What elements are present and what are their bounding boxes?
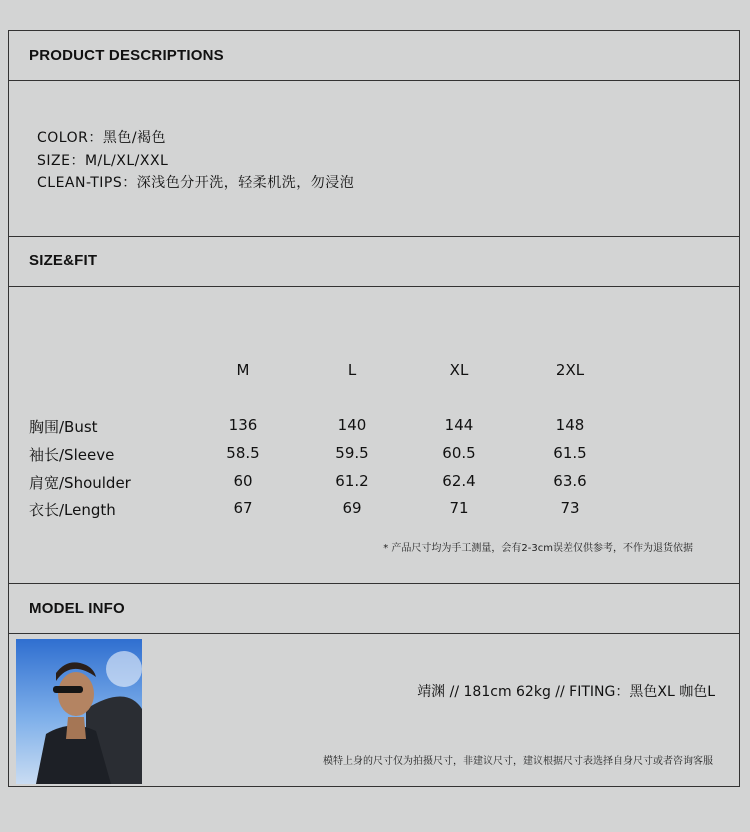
model-info-line: 靖渊 // 181cm 62kg // FITING：黑色XL 咖色L xyxy=(417,684,715,700)
size-column-header: L xyxy=(347,361,357,379)
size-line: SIZE：M/L/XL/XXL xyxy=(37,153,169,169)
size-column-header: 2XL xyxy=(555,361,585,379)
model-info-title: MODEL INFO xyxy=(29,600,125,617)
row-label-shoulder: 肩宽/Shoulder xyxy=(29,474,131,492)
table-cell: 60.5 xyxy=(442,444,476,462)
table-cell: 136 xyxy=(228,416,258,434)
model-photo xyxy=(16,639,142,784)
model-size-note: 模特上身的尺寸仅为拍摄尺寸，非建议尺寸，建议根据尺寸表选择自身尺寸或者咨询客服 xyxy=(323,756,713,767)
table-cell: 63.6 xyxy=(553,472,587,490)
size-fit-title: SIZE&FIT xyxy=(29,252,98,269)
table-cell: 69 xyxy=(342,499,362,517)
divider xyxy=(9,80,739,81)
divider xyxy=(9,236,739,237)
size-column-header: M xyxy=(236,361,250,379)
product-descriptions-title: PRODUCT DESCRIPTIONS xyxy=(29,47,224,64)
divider xyxy=(9,286,739,287)
table-cell: 148 xyxy=(555,416,585,434)
table-cell: 61.5 xyxy=(553,444,587,462)
table-cell: 140 xyxy=(337,416,367,434)
divider xyxy=(9,583,739,584)
size-column-header: XL xyxy=(449,361,469,379)
row-label-length: 衣长/Length xyxy=(29,501,116,519)
table-cell: 59.5 xyxy=(335,444,369,462)
table-cell: 73 xyxy=(560,499,580,517)
color-line: COLOR：黑色/褐色 xyxy=(37,130,167,146)
table-cell: 61.2 xyxy=(335,472,369,490)
clean-tips-line: CLEAN-TIPS：深浅色分开洗，轻柔机洗，勿浸泡 xyxy=(37,175,355,191)
table-cell: 144 xyxy=(444,416,474,434)
table-cell: 67 xyxy=(233,499,253,517)
divider xyxy=(9,633,739,634)
table-cell: 62.4 xyxy=(442,472,476,490)
row-label-sleeve: 袖长/Sleeve xyxy=(29,446,115,464)
measurement-note: * 产品尺寸均为手工测量，会有2-3cm误差仅供参考，不作为退货依据 xyxy=(383,543,693,554)
product-info-panel xyxy=(8,30,740,787)
table-cell: 71 xyxy=(449,499,469,517)
row-label-bust: 胸围/Bust xyxy=(29,418,98,436)
table-cell: 60 xyxy=(233,472,253,490)
table-cell: 58.5 xyxy=(226,444,260,462)
